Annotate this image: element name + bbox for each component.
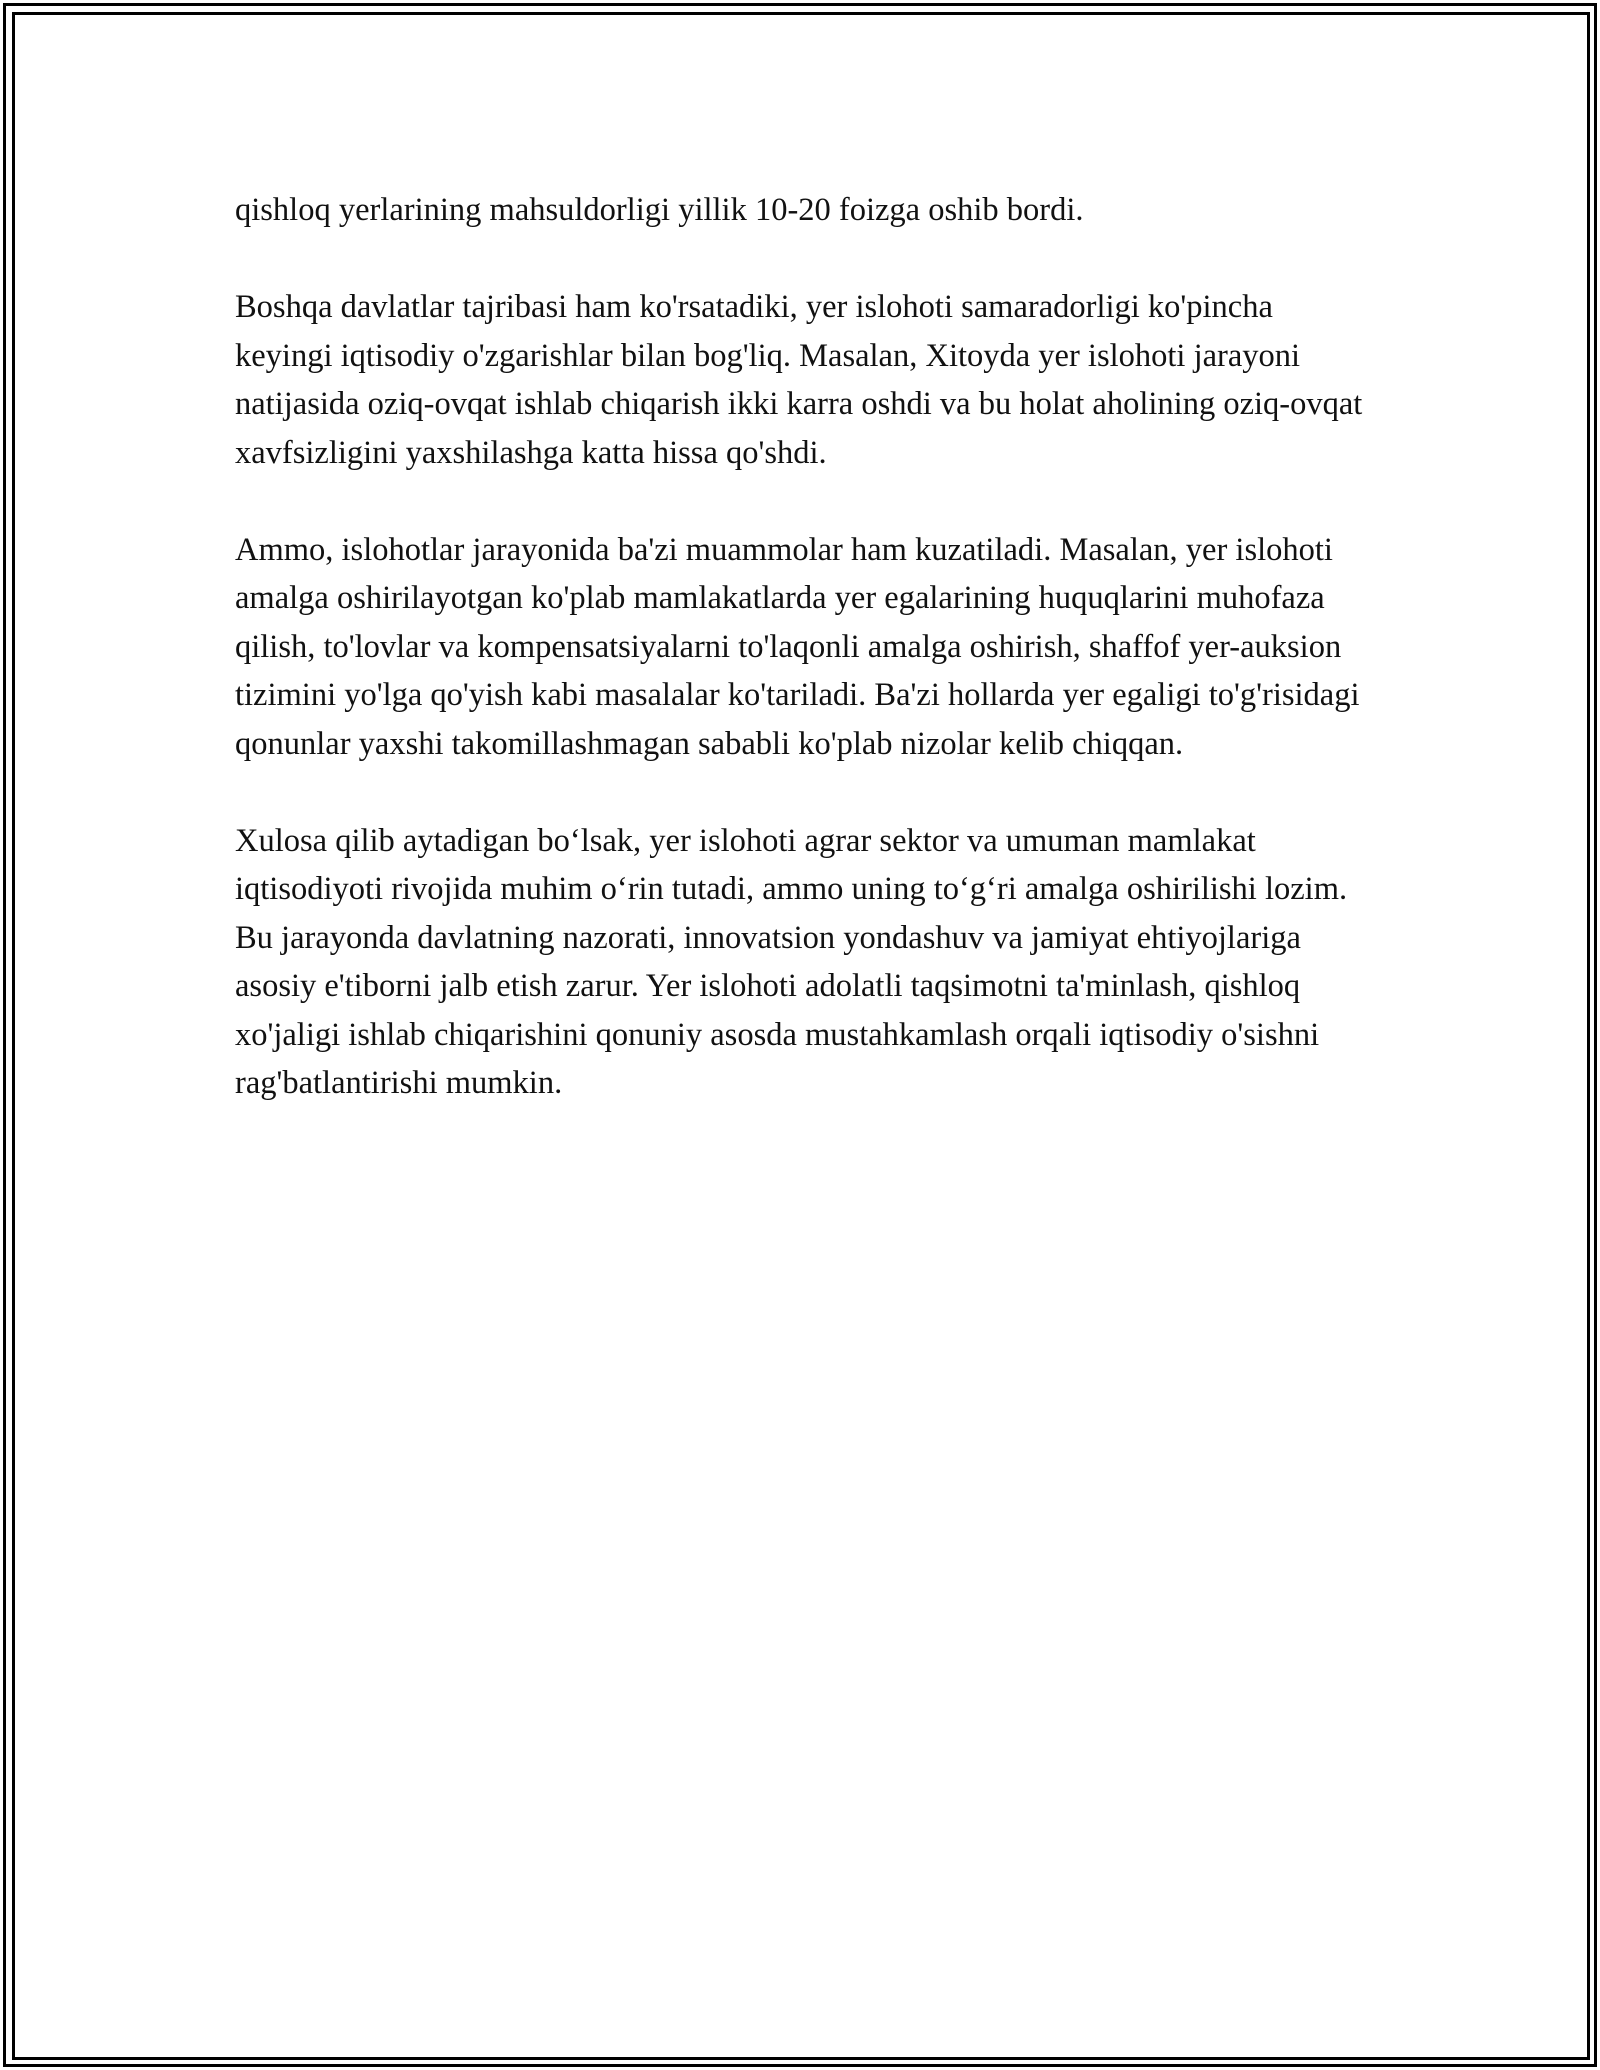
paragraph-2: Boshqa davlatlar tajribasi ham ko'rsatadiki, yer islohoti samaradorligi ko'pincha keyingi iqtisodiy o'zgarishlar bilan bog'liq. Masalan, Xitoyda yer islohoti jarayoni natijasida oziq-ovqat ishlab chiqarish ikki karra oshdi va bu holat aholining oziq-ovqat xavfsizligini yaxshilashga katta hissa qo'shdi. [235, 289, 1363, 471]
page-content [235, 186, 1365, 1156]
paragraph-4: Xulosa qilib aytadigan bo‘lsak, yer islohoti agrar sektor va umuman mamlakat iqtisodiyoti rivojida muhim o‘rin tutadi, ammo uning to‘g‘ri amalga oshirilishi lozim. Bu jarayonda davlatning nazorati, innovatsion yondashuv va jamiyat ehtiyojlariga asosiy e'tiborni jalb etish zarur. Yer islohoti adolatli taqsimotni ta'minlash, qishloq xo'jaligi ishlab chiqarishini qonuniy asosda mustahkamlash orqali iqtisodiy o'sishni rag'batlantirishi mumkin. [235, 822, 1348, 1101]
paragraph-1: qishloq yerlarining mahsuldorligi yillik 10-20 foizga oshib bordi. [235, 192, 1084, 228]
paragraph-3: Ammo, islohotlar jarayonida ba'zi muammolar ham kuzatiladi. Masalan, yer islohoti amalga oshirilayotgan ko'plab mamlakatlarda yer egalarining huquqlarini muhofaza qilish, to'lovlar va kompensatsiyalarni to'laqonli amalga oshirish, shaffof yer-auksion tizimini yo'lga qo'yish kabi masalalar ko'tariladi. Ba'zi hollarda yer egaligi to'g'risidagi qonunlar yaxshi takomillashmagan sababli ko'plab nizolar kelib chiqqan. [235, 531, 1360, 762]
